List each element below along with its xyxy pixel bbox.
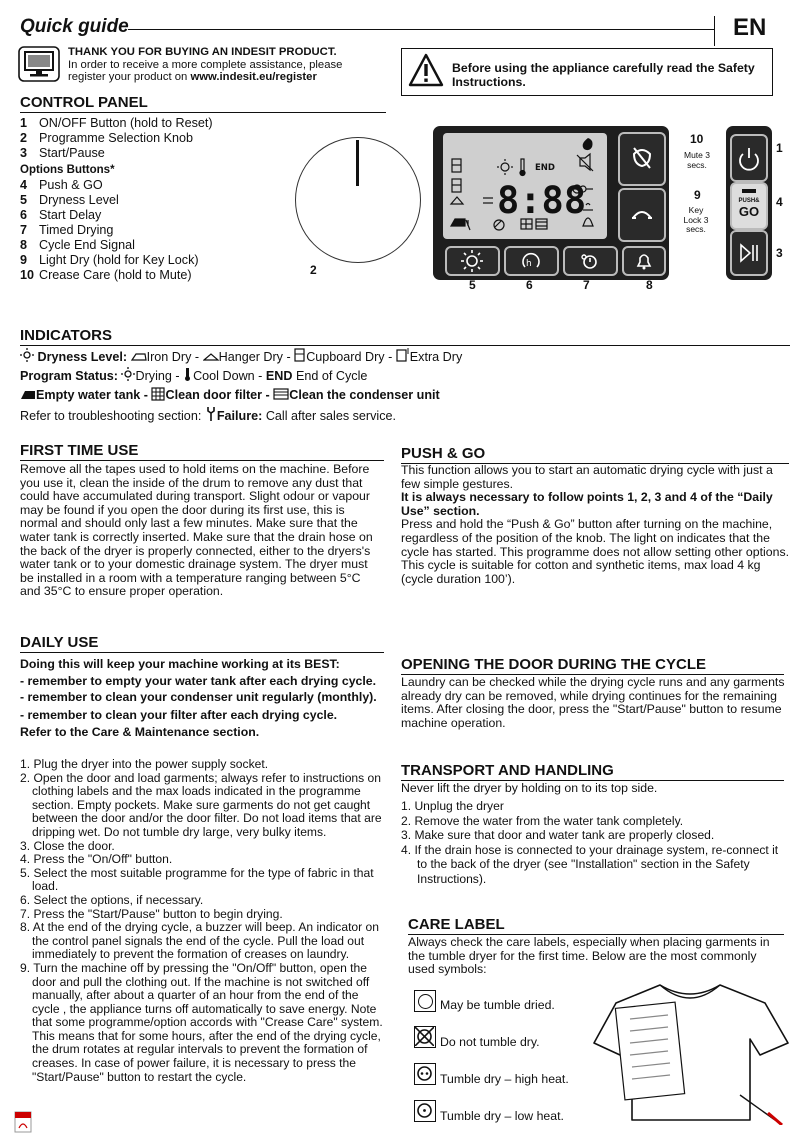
push-go-button[interactable] [730,182,768,230]
list-item: 3 Start/Pause [20,146,105,160]
symbol-label: Tumble dry – high heat. [440,1072,569,1086]
callout-9: 9 [694,188,701,202]
extra-dry-icon [396,348,410,367]
play-pause-icon [732,232,766,274]
list-item: 7 Timed Drying [20,223,114,237]
filter-icon [151,387,165,406]
condenser-icon [273,387,289,405]
thanks-line: THANK YOU FOR BUYING AN INDESIT PRODUCT. [68,46,337,58]
daily-bold-line: - remember to clean your filter after each drying cycle. [20,708,338,722]
push-go-p3: Press and hold the “Push & Go” button after turning on the machine, regardless of the position of the knob. The light on indicates that the cycle has started. This programme does not allow setting other options. [401,517,790,559]
light-dry-button[interactable] [618,188,666,242]
control-panel-heading: CONTROL PANEL [20,94,386,113]
status-label: Program Status: [20,369,118,384]
mute-note: Mute 3 secs. [684,150,710,170]
list-item: 1 ON/OFF Button (hold to Reset) [20,116,213,130]
transport-steps [401,799,790,886]
dryness-label: Dryness Level: [37,350,128,364]
hanger-icon [203,349,219,367]
door-text: Laundry can be checked while the drying cycle runs and any garments already dry can be removed, while drying continues for the remaining items. After closing the door, press the "Start/Pause" button to resume machine operation. [401,675,785,730]
daily-bold-line: - remember to empty your water tank after each drying cycle. [20,674,377,688]
safety-text: Before using the appliance carefully read the Safety Instructions. [452,61,755,89]
care-heading: CARE LABEL [408,916,784,935]
push-go-p2: It is always necessary to follow points 1, 2, 3 and 4 of the “Daily Use” section. [401,490,773,518]
sun-icon [20,348,34,367]
sun-icon [121,367,135,386]
daily-use-heading: DAILY USE [20,634,384,653]
list-item: 6. Select the options, if necessary. [20,892,204,907]
language-code: EN [733,14,767,41]
maintenance-line: Empty water tank - Clean door filter - Clean the condenser unit [20,386,462,405]
tumble-dry-icon [414,990,436,1012]
wrench-icon [205,406,217,427]
list-item: 4. If the drain hose is connected to your drainage system, re-connect it to the back of the dryer (see "Installation" section in the Safety Instructions). [401,842,779,886]
daily-bold-line: Refer to the Care & Maintenance section. [20,725,260,739]
list-item: 5 Dryness Level [20,193,119,207]
push-go-led [742,189,756,193]
transport-intro: Never lift the dryer by holding on to its top side. [401,781,658,795]
iron-icon [131,349,147,367]
callout-5: 5 [469,278,476,292]
start-pause-button[interactable] [730,230,768,276]
intro-line: In order to receive a more complete assistance, please [68,58,343,71]
on-off-button[interactable] [730,134,768,182]
tshirt-illustration [590,975,795,1130]
list-item: 3. Close the door. [20,838,115,853]
callout-10: 10 [690,132,704,146]
indicators-block [20,348,462,427]
symbol-label: Do not tumble dry. [440,1035,540,1049]
side-panel [726,126,772,280]
daily-bold-line: - remember to clean your condenser unit regularly (monthly). [20,690,377,704]
crease-care-button[interactable] [618,132,666,186]
sun-icon [447,248,498,274]
first-use-text: Remove all the tapes used to hold items on the machine. Before you use it, clean the inside of the drum to remove any dust that could have accumulated during transport. Slight odour or vapour may be found if you open the door during its first use, this is normal and should only last a few minutes. Make sure that the water tank is correctly inserted. Make sure that the drain hose on the back of the dryer is properly connected, either to the dryers's water tank or to your domestic drainage system. The dryer must be installed in a room with a temperature ranging between 5°C and 35°C to ensure proper operation. [20,462,373,599]
transport-heading: TRANSPORT AND HANDLING [401,762,784,781]
dryness-line: Dryness Level: Iron Dry - Hanger Dry - Cupboard Dry - Extra Dry [20,348,462,367]
callout-8: 8 [646,278,653,292]
intro-register-line [68,71,342,84]
list-item: 2. Open the door and load garments; always refer to instructions on clothing labels and the max loads indicated in the programme section. Empty pockets. Make sure garments do not get caught between the door and/or the door filter. Do not load items that are dripping wet. Do not tumble dry large, very bulky items. [20,770,382,839]
timer-sun-icon [565,248,616,274]
page-title: Quick guide [20,16,129,37]
daily-use-steps [20,758,384,1084]
lcd-display [443,133,607,239]
end-label: END [265,369,293,384]
list-item: 1. Plug the dryer into the power supply socket. [20,757,269,771]
list-item: 6 Start Delay [20,208,102,222]
push-go-heading: PUSH & GO [401,445,789,464]
crease-care-icon [620,134,664,184]
dryness-level-button[interactable] [445,246,500,276]
lcd-end-text: END [535,163,555,173]
care-text: Always check the care labels, especially when placing garments in the tumble dryer for the first time. Below are the most commonly used symbols: [408,935,770,977]
computer-icon [18,46,60,82]
push-go-p4: This cycle is suitable for cotton and synthetic items, max load 4 kg (cycle duration 100’). [401,558,761,586]
water-tank-icon [20,387,36,405]
cycle-end-signal-button[interactable] [622,246,666,276]
warning-icon [408,53,444,92]
list-item: 1. Unplug the dryer [401,799,504,813]
list-item: 4 Push & GO [20,178,103,192]
push-go-p1: This function allows you to start an automatic drying cycle with just a few simple gestures. [401,463,773,491]
callout-7: 7 [583,278,590,292]
list-item: 7. Press the "Start/Pause" button to begin drying. [20,906,283,921]
delay-icon [506,248,557,274]
callout-3: 3 [776,246,783,260]
cupboard-icon [294,348,306,367]
list-item: 9. Turn the machine off by pressing the "On/Off" button, open the door and pull the clothing out. If the machine is not switched off manually, after about a quarter of an hour from the end of the cycle , the appliance turns off automatically to save energy. Note that some programme/option accords with "Crease Care" system. This means that for some hours, after the end of the drying cycle, the drum rotates at regular intervals to prevent the formation of creases. In case of power failure, it is necessary to press the "Start/Pause" button to restart the cycle. [20,960,383,1084]
safety-box [401,48,773,96]
low-heat-icon [414,1100,436,1122]
knob-indicator [356,140,359,186]
thermometer-icon [183,367,193,386]
list-item: 8. At the end of the drying cycle, a buzzer will beep. An indicator on the control panel signals the end of the cycle. Pull the load out immediately to prevent the formation of creases on laundry. [20,920,379,962]
key-lock-note: Key Lock 3 secs. [683,205,709,234]
high-heat-icon [414,1063,436,1085]
bell-icon [624,248,664,274]
light-dry-icon [620,190,664,240]
start-delay-button[interactable] [504,246,559,276]
knob-callout: 2 [310,263,317,277]
daily-bold-line: Doing this will keep your machine working at its BEST: [20,657,340,671]
list-item: 2 Programme Selection Knob [20,131,194,145]
callout-1: 1 [776,141,783,155]
timed-drying-button[interactable] [563,246,618,276]
options-heading: Options Buttons* [20,164,115,176]
lcd-icons [443,133,607,239]
push-go-big: GO [738,204,760,219]
list-item: 5. Select the most suitable programme for the type of fabric in that load. [20,865,374,894]
header-divider [714,16,715,46]
list-item: 9 Light Dry (hold for Key Lock) [20,253,199,267]
callout-6: 6 [526,278,533,292]
status-line: Program Status: Drying - Cool Down - END End of Cycle [20,367,462,386]
list-item: 2. Remove the water from the water tank completely. [401,813,684,828]
list-item: 4. Press the "On/Off" button. [20,852,173,867]
svg-text:h: h [526,259,532,269]
lcd-digits: 8:88 [497,179,587,222]
indicators-heading: INDICATORS [20,327,790,346]
control-list [20,116,213,283]
list-item: 10 Crease Care (hold to Mute) [20,268,192,282]
push-go-text [401,464,789,586]
callout-4: 4 [776,195,783,209]
push-go-label: PUSH& [738,198,760,204]
no-tumble-dry-icon [414,1026,436,1048]
programme-knob[interactable] [295,137,421,263]
intro-text [68,46,342,84]
list-item: 8 Cycle End Signal [20,238,135,252]
power-icon [732,136,766,180]
troubleshoot-line: Refer to troubleshooting section: Failure: Call after sales service. [20,406,462,427]
symbol-label: Tumble dry – low heat. [440,1109,564,1123]
first-use-heading: FIRST TIME USE [20,442,384,461]
register-prefix: register your product on [68,71,191,84]
symbol-label: May be tumble dried. [440,998,555,1012]
daily-use-bold [20,656,384,741]
door-heading: OPENING THE DOOR DURING THE CYCLE [401,656,784,675]
control-panel [433,126,669,280]
header-rule [128,29,714,30]
register-url[interactable]: www.indesit.eu/register [190,71,317,84]
pdf-icon[interactable] [12,1110,34,1139]
list-item: 3. Make sure that door and water tank are properly closed. [401,828,715,842]
